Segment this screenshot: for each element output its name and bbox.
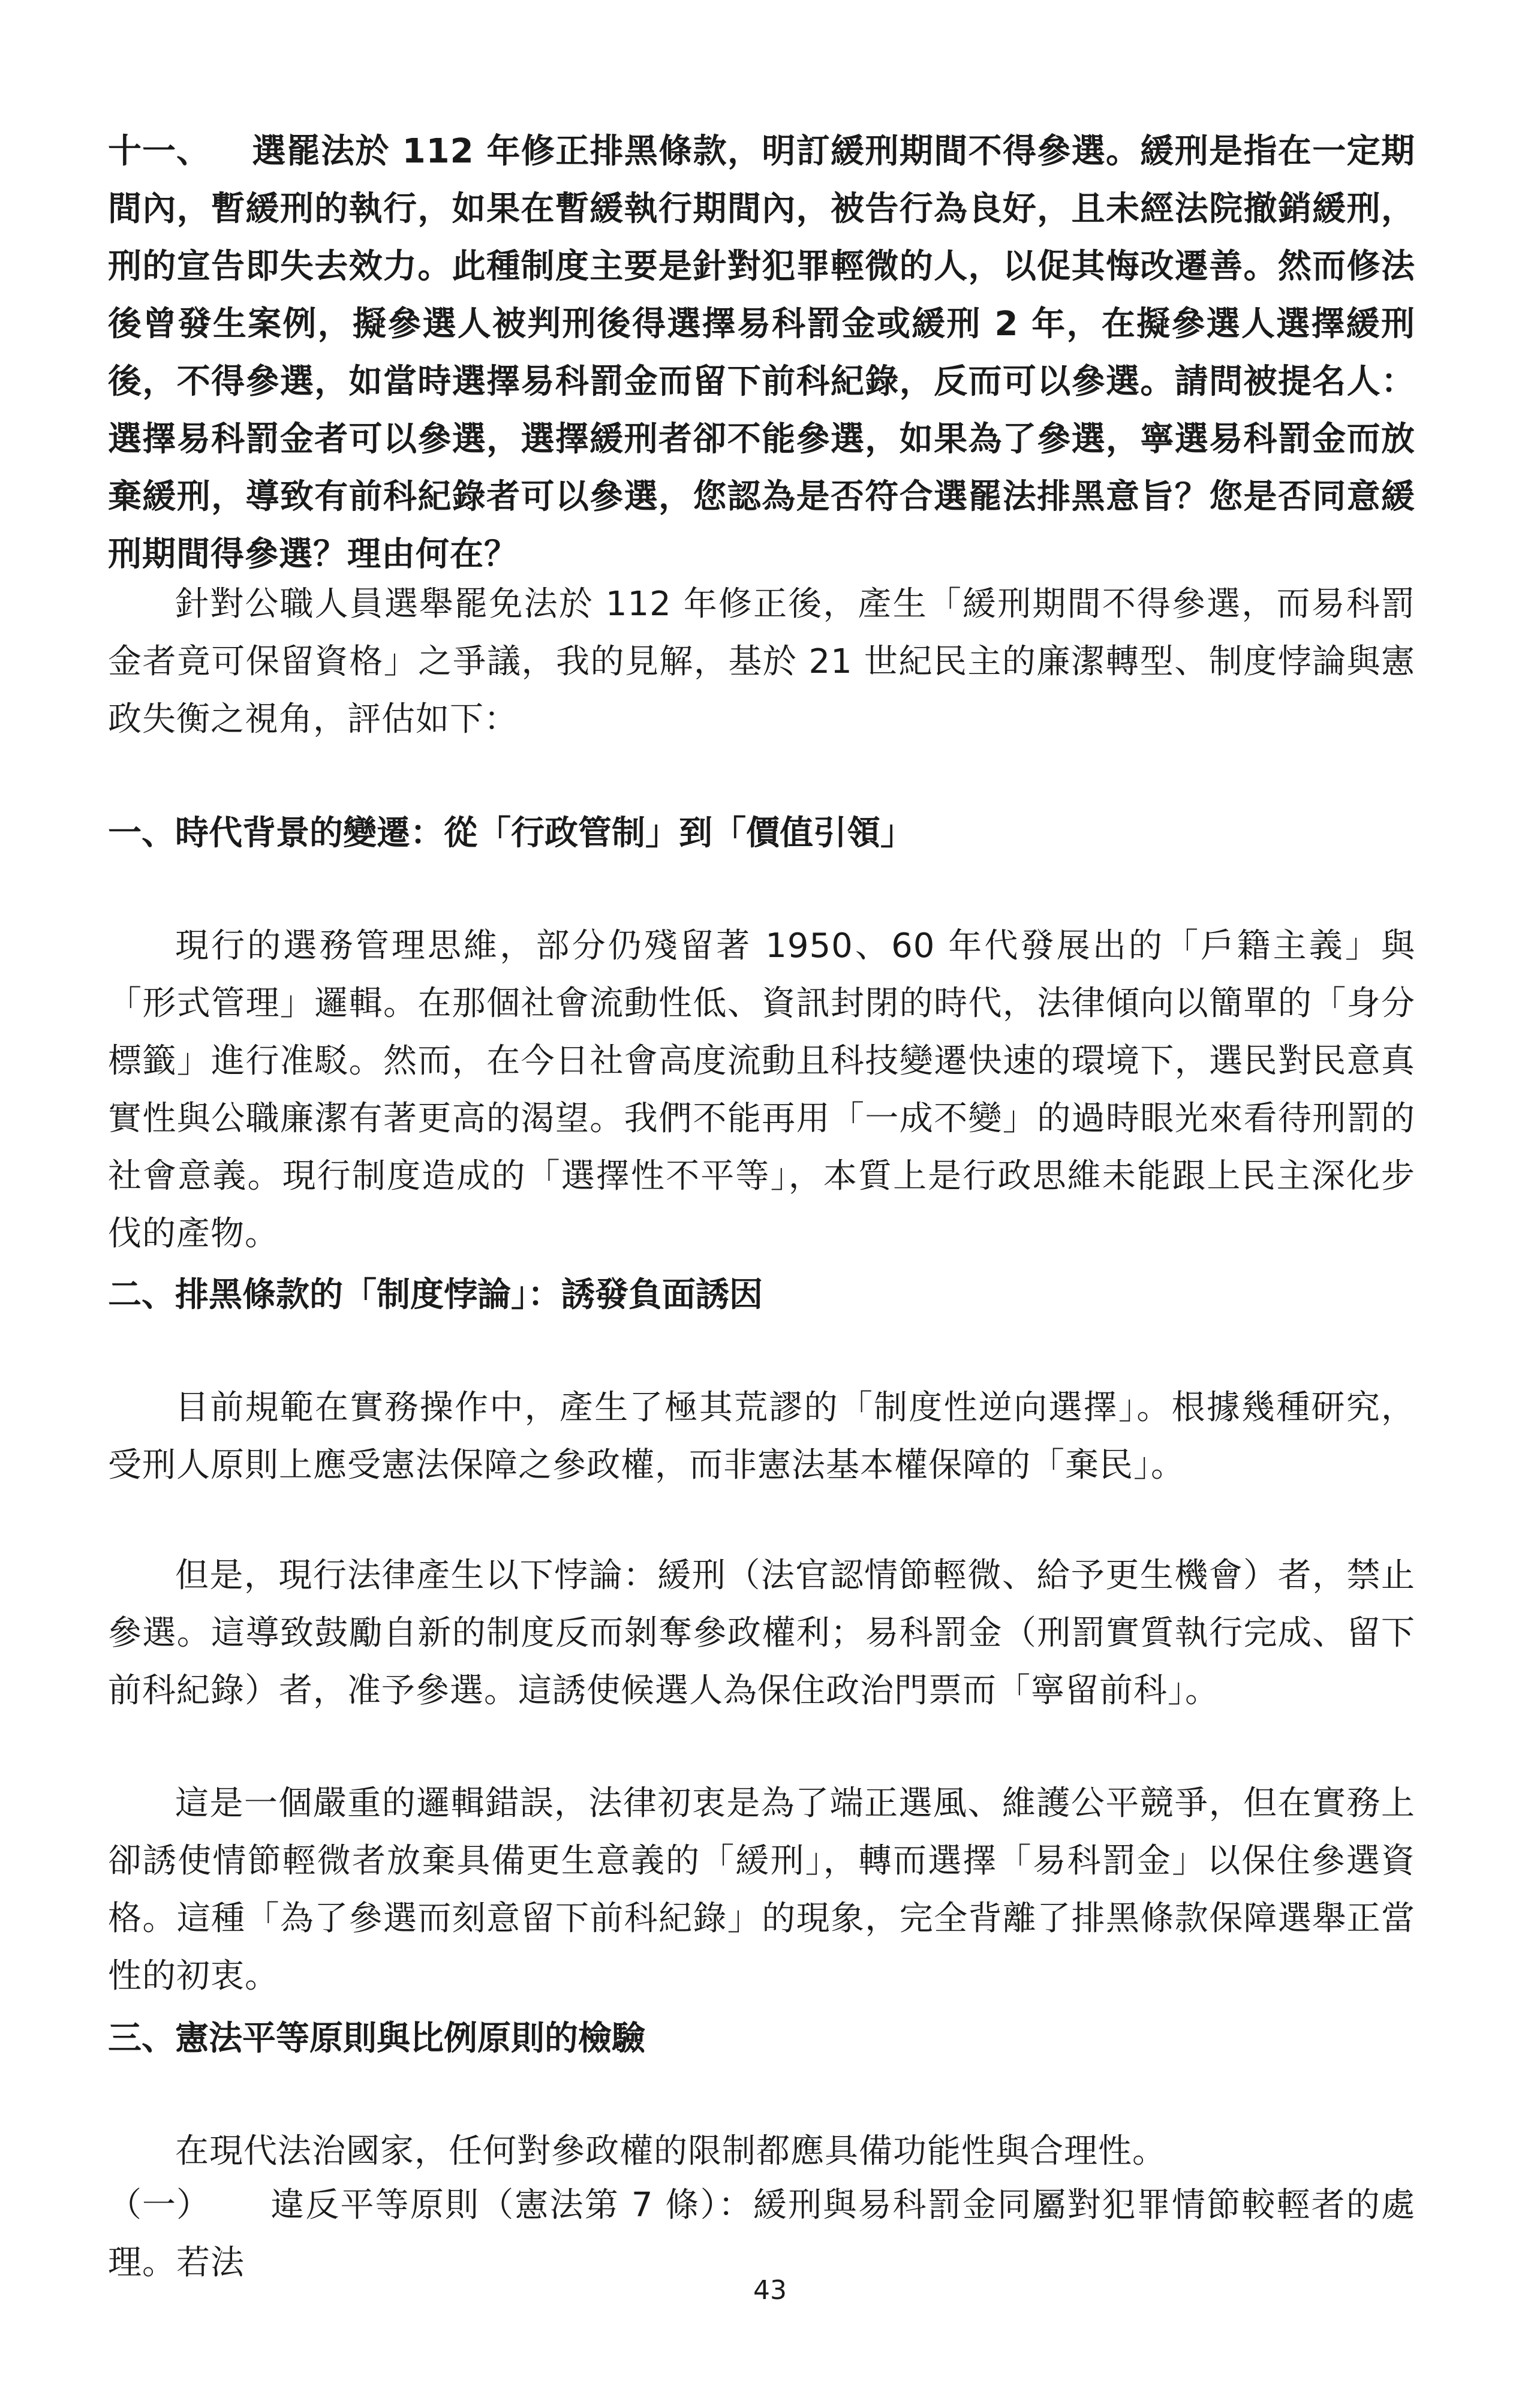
section-1-heading: 一、時代背景的變遷：從「行政管制」到「價值引領」 bbox=[108, 814, 914, 853]
intro-paragraph: 針對公職人員選舉罷免法於 112 年修正後，產生「緩刑期間不得參選，而易科罰金者竟可保留資格」之爭議，我的見解，基於 21 世紀民主的廉潔轉型、制度悖論與憲政失衡之視角，評估如下： bbox=[108, 585, 1415, 739]
question-block bbox=[108, 123, 1415, 583]
section-3-heading: 三、憲法平等原則與比例原則的檢驗 bbox=[108, 2019, 645, 2058]
question-text: 選罷法於 112 年修正排黑條款，明訂緩刑期間不得參選。緩刑是指在一定期間內，暫緩刑的執行，如果在暫緩執行期間內，被告行為良好，且未經法院撤銷緩刑，刑的宣告即失去效力。此種制度主要是針對犯罪輕微的人，以促其悔改遷善。然而修法後曾發生案例，擬參選人被判刑後得選擇易科罰金或緩刑 2 年，在擬參選人選擇緩刑後，不得參選，如當時選擇易科罰金而留下前科紀錄，反而可以參選。請問被提名人：選擇易科罰金者可以參選，選擇緩刑者卻不能參選，如果為了參選，寧選易科罰金而放棄緩刑，導致有前科紀錄者可以參選，您認為是否符合選罷法排黑意旨？您是否同意緩刑期間得參選？理由何在？ bbox=[108, 132, 1415, 574]
sub-item-text: 違反平等原則（憲法第 7 條）：緩刑與易科罰金同屬對犯罪情節較輕者的處理。若法 bbox=[108, 2186, 1415, 2282]
section-2-paragraph-2: 但是，現行法律產生以下悖論：緩刑（法官認情節輕微、給予更生機會）者，禁止參選。這導致鼓勵自新的制度反而剝奪參政權利；易科罰金（刑罰實質執行完成、留下前科紀錄）者，准予參選。這誘使候選人為保住政治門票而「寧留前科」。 bbox=[108, 1556, 1415, 1710]
question-number: 十一、 bbox=[108, 132, 210, 171]
section-2-heading: 二、排黑條款的「制度悖論」：誘發負面誘因 bbox=[108, 1275, 763, 1314]
section-1-paragraph: 現行的選務管理思維，部分仍殘留著 1950、60 年代發展出的「戶籍主義」與「形式管理」邏輯。在那個社會流動性低、資訊封閉的時代，法律傾向以簡單的「身分標籤」進行准駁。然而，在今日社會高度流動且科技變遷快速的環境下，選民對民意真實性與公職廉潔有著更高的渴望。我們不能再用「一成不變」的過時眼光來看待刑罰的社會意義。現行制度造成的「選擇性不平等」，本質上是行政思維未能跟上民主深化步伐的產物。 bbox=[108, 926, 1415, 1253]
section-3-paragraph: 在現代法治國家，任何對參政權的限制都應具備功能性與合理性。 bbox=[175, 2132, 1166, 2171]
page-number: 43 bbox=[753, 2275, 787, 2306]
section-2-paragraph-3: 這是一個嚴重的邏輯錯誤，法律初衷是為了端正選風、維護公平競爭，但在實務上卻誘使情節輕微者放棄具備更生意義的「緩刑」，轉而選擇「易科罰金」以保住參選資格。這種「為了參選而刻意留下前科紀錄」的現象，完全背離了排黑條款保障選舉正當性的初衷。 bbox=[108, 1784, 1415, 1996]
section-2-paragraph-1: 目前規範在實務操作中，產生了極其荒謬的「制度性逆向選擇」。根據幾種研究，受刑人原則上應受憲法保障之參政權，而非憲法基本權保障的「棄民」。 bbox=[108, 1388, 1415, 1485]
sub-item-number: （一） bbox=[108, 2186, 210, 2225]
